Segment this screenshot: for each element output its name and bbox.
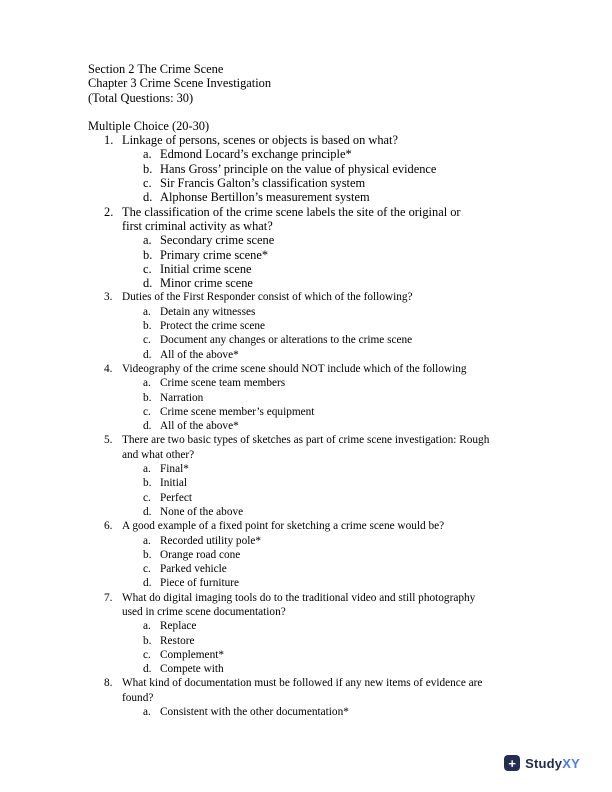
option-letter: c.: [143, 491, 151, 504]
question-text: [122, 205, 526, 234]
option-item: [88, 648, 526, 662]
option-letter: a.: [143, 620, 151, 633]
option-item: [88, 376, 526, 390]
question-text-line: found?: [122, 691, 154, 704]
option-text: Complement*: [160, 648, 225, 661]
question-item: [88, 433, 526, 519]
option-letter: a.: [143, 305, 151, 318]
option-letter: c.: [143, 563, 151, 576]
header-line-total-questions: (Total Questions: 30): [88, 90, 194, 105]
option-item: [88, 662, 526, 676]
option-text: Minor crime scene: [160, 276, 253, 291]
option-text: Alphonse Bertillon’s measurement system: [160, 190, 370, 205]
option-text: Initial crime scene: [160, 261, 252, 276]
question-text-line: used in crime scene documentation?: [122, 605, 286, 618]
question-text-line: first criminal activity as what?: [122, 218, 273, 233]
question-text: [122, 433, 526, 462]
option-item: [88, 534, 526, 548]
question-number: 3.: [104, 291, 113, 304]
option-text: Crime scene member’s equipment: [160, 405, 315, 418]
studyxy-logo: [504, 755, 580, 771]
option-item: [88, 276, 526, 290]
option-letter: a.: [143, 463, 151, 476]
option-letter: d.: [143, 276, 153, 291]
option-letter: d.: [143, 190, 153, 205]
question-number: 8.: [104, 677, 113, 690]
question-number: 2.: [104, 204, 114, 219]
option-item: [88, 162, 526, 176]
option-letter: a.: [143, 534, 151, 547]
option-letter: c.: [143, 176, 152, 191]
question-row: [88, 362, 526, 376]
question-text: [122, 290, 526, 304]
question-text: [122, 362, 526, 376]
question-number: 1.: [104, 133, 114, 148]
question-text: [122, 133, 526, 147]
option-text: Crime scene team members: [160, 377, 286, 390]
question-number: 4.: [104, 362, 113, 375]
option-text: Secondary crime scene: [160, 233, 275, 248]
question-item: [88, 205, 526, 291]
question-row: [88, 676, 526, 705]
option-item: [88, 548, 526, 562]
option-item: [88, 262, 526, 276]
question-row: [88, 133, 526, 147]
option-letter: b.: [143, 391, 152, 404]
option-letter: c.: [143, 261, 152, 276]
question-text-line: Linkage of persons, scenes or objects is based on what?: [122, 133, 398, 148]
option-text: Primary crime scene*: [160, 247, 269, 262]
option-item: [88, 576, 526, 590]
option-item: [88, 190, 526, 204]
option-letter: d.: [143, 348, 152, 361]
option-item: [88, 476, 526, 490]
option-item: [88, 233, 526, 247]
question-text-line: Duties of the First Responder consist of which of the following?: [122, 291, 413, 304]
option-item: [88, 634, 526, 648]
option-text: Replace: [160, 620, 197, 633]
option-letter: a.: [143, 706, 151, 719]
question-row: [88, 205, 526, 234]
question-text: [122, 591, 526, 620]
option-text: Compete with: [160, 663, 224, 676]
question-number: 7.: [104, 591, 113, 604]
option-text: Narration: [160, 391, 204, 404]
question-text-line: The classification of the crime scene labels the site of the original or: [122, 204, 461, 219]
option-text: Sir Francis Galton’s classification system: [160, 176, 366, 191]
document-content: [88, 62, 526, 719]
option-item: [88, 391, 526, 405]
option-text: Hans Gross’ principle on the value of physical evidence: [160, 161, 437, 176]
option-text: None of the above: [160, 505, 244, 518]
question-item: [88, 519, 526, 590]
option-item: [88, 462, 526, 476]
question-item: [88, 133, 526, 204]
document-header: [88, 62, 526, 105]
question-text-line: Videography of the crime scene should NOT include which of the following: [122, 362, 467, 375]
option-letter: c.: [143, 405, 151, 418]
option-letter: c.: [143, 334, 151, 347]
option-text: Final*: [160, 463, 189, 476]
option-text: Consistent with the other documentation*: [160, 706, 349, 719]
question-text-line: There are two basic types of sketches as part of crime scene investigation: Rough: [122, 434, 490, 447]
option-text: Initial: [160, 477, 187, 490]
brand-name-primary: Study: [525, 755, 563, 771]
option-letter: d.: [143, 420, 152, 433]
option-text: Detain any witnesses: [160, 305, 256, 318]
option-item: [88, 305, 526, 319]
question-row: [88, 433, 526, 462]
option-item: [88, 491, 526, 505]
option-text: Piece of furniture: [160, 577, 240, 590]
option-item: [88, 176, 526, 190]
option-item: [88, 419, 526, 433]
option-letter: c.: [143, 648, 151, 661]
question-row: [88, 519, 526, 533]
option-text: Edmond Locard’s exchange principle*: [160, 147, 352, 162]
question-item: [88, 362, 526, 433]
question-text: [122, 519, 526, 533]
option-letter: b.: [143, 161, 153, 176]
option-text: Protect the crime scene: [160, 320, 266, 333]
option-item: [88, 619, 526, 633]
header-line-section: Section 2 The Crime Scene: [88, 62, 224, 76]
brand-name: [525, 756, 580, 771]
question-list: [88, 133, 526, 719]
option-text: All of the above*: [160, 348, 239, 361]
section-title: Multiple Choice (20-30): [88, 118, 210, 133]
question-row: [88, 290, 526, 304]
option-item: [88, 562, 526, 576]
header-line-chapter: Chapter 3 Crime Scene Investigation: [88, 76, 272, 91]
option-letter: b.: [143, 548, 152, 561]
option-text: All of the above*: [160, 420, 239, 433]
brand-name-accent: XY: [562, 755, 580, 771]
plus-icon: +: [504, 755, 520, 771]
option-text: Document any changes or alterations to the crime scene: [160, 334, 413, 347]
question-text-line: What kind of documentation must be followed if any new items of evidence are: [122, 677, 483, 690]
option-item: [88, 333, 526, 347]
option-text: Perfect: [160, 491, 192, 504]
question-number: 5.: [104, 434, 113, 447]
option-item: [88, 319, 526, 333]
question-item: [88, 290, 526, 361]
option-text: Restore: [160, 634, 195, 647]
question-text-line: A good example of a fixed point for sketching a crime scene would be?: [122, 520, 445, 533]
option-letter: d.: [143, 505, 152, 518]
option-item: [88, 405, 526, 419]
option-item: [88, 348, 526, 362]
option-item: [88, 705, 526, 719]
option-letter: a.: [143, 377, 151, 390]
question-item: [88, 591, 526, 677]
question-item: [88, 676, 526, 719]
option-letter: d.: [143, 577, 152, 590]
question-text: [122, 676, 526, 705]
option-item: [88, 147, 526, 161]
option-item: [88, 248, 526, 262]
option-letter: d.: [143, 663, 152, 676]
question-text-line: and what other?: [122, 448, 195, 461]
option-item: [88, 505, 526, 519]
option-text: Recorded utility pole*: [160, 534, 262, 547]
option-letter: a.: [143, 233, 152, 248]
question-text-line: What do digital imaging tools do to the traditional video and still photography: [122, 591, 476, 604]
option-letter: b.: [143, 634, 152, 647]
option-letter: b.: [143, 477, 152, 490]
option-text: Orange road cone: [160, 548, 241, 561]
option-letter: a.: [143, 147, 152, 162]
option-letter: b.: [143, 247, 153, 262]
question-number: 6.: [104, 520, 113, 533]
question-row: [88, 591, 526, 620]
option-text: Parked vehicle: [160, 563, 227, 576]
option-letter: b.: [143, 320, 152, 333]
